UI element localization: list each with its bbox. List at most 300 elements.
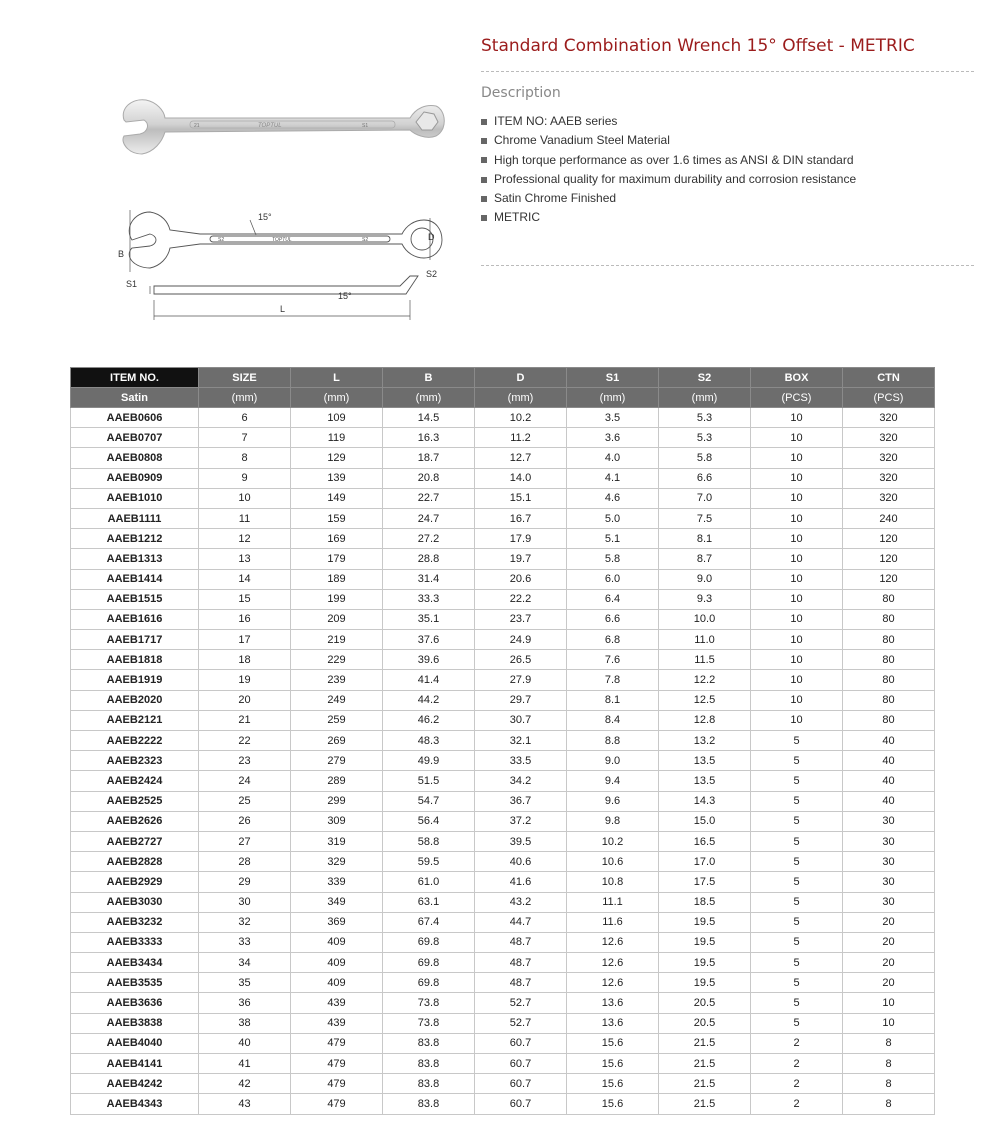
cell-s2: 19.5 (659, 953, 751, 973)
cell-item: AAEB1818 (71, 650, 199, 670)
cell-box: 10 (751, 549, 843, 569)
cell-ctn: 240 (843, 508, 935, 528)
cell-box: 5 (751, 932, 843, 952)
cell-item: AAEB1313 (71, 549, 199, 569)
cell-l: 479 (291, 1054, 383, 1074)
cell-size: 14 (199, 569, 291, 589)
cell-s1: 5.1 (567, 529, 659, 549)
cell-s1: 10.2 (567, 831, 659, 851)
cell-d: 60.7 (475, 1094, 567, 1114)
cell-ctn: 40 (843, 791, 935, 811)
cell-s2: 13.2 (659, 731, 751, 751)
header-size: SIZE (199, 368, 291, 388)
cell-size: 26 (199, 811, 291, 831)
table-row (71, 549, 935, 569)
cell-ctn: 40 (843, 771, 935, 791)
cell-d: 17.9 (475, 529, 567, 549)
cell-d: 30.7 (475, 710, 567, 730)
cell-d: 41.6 (475, 872, 567, 892)
cell-s1: 12.6 (567, 973, 659, 993)
cell-d: 14.0 (475, 468, 567, 488)
subheader-unit: (mm) (475, 388, 567, 408)
cell-box: 2 (751, 1094, 843, 1114)
cell-b: 69.8 (383, 973, 475, 993)
cell-s2: 20.5 (659, 1013, 751, 1033)
cell-item: AAEB1515 (71, 589, 199, 609)
cell-item: AAEB2323 (71, 751, 199, 771)
cell-s1: 6.0 (567, 569, 659, 589)
table-row (71, 1074, 935, 1094)
cell-ctn: 40 (843, 731, 935, 751)
cell-l: 319 (291, 831, 383, 851)
cell-size: 24 (199, 771, 291, 791)
table-row (71, 912, 935, 932)
cell-s1: 5.8 (567, 549, 659, 569)
cell-l: 149 (291, 488, 383, 508)
description-heading: Description (481, 85, 561, 101)
cell-ctn: 80 (843, 630, 935, 650)
cell-s2: 8.1 (659, 529, 751, 549)
cell-s2: 5.3 (659, 408, 751, 428)
cell-ctn: 320 (843, 468, 935, 488)
cell-size: 17 (199, 630, 291, 650)
cell-ctn: 30 (843, 872, 935, 892)
cell-s1: 15.6 (567, 1094, 659, 1114)
description-item: Professional quality for maximum durability and corrosion resistance (481, 170, 856, 189)
header-ctn: CTN (843, 368, 935, 388)
cell-d: 20.6 (475, 569, 567, 589)
table-row (71, 831, 935, 851)
cell-l: 409 (291, 953, 383, 973)
cell-ctn: 30 (843, 831, 935, 851)
cell-ctn: 80 (843, 589, 935, 609)
cell-l: 189 (291, 569, 383, 589)
cell-l: 269 (291, 731, 383, 751)
subheader-finish: Satin (71, 388, 199, 408)
cell-item: AAEB1111 (71, 508, 199, 528)
table-row (71, 589, 935, 609)
cell-l: 279 (291, 751, 383, 771)
cell-ctn: 80 (843, 609, 935, 629)
table-row (71, 1054, 935, 1074)
cell-d: 40.6 (475, 852, 567, 872)
table-row (71, 892, 935, 912)
cell-s2: 14.3 (659, 791, 751, 811)
title-divider (481, 71, 974, 72)
cell-size: 42 (199, 1074, 291, 1094)
cell-s2: 11.0 (659, 630, 751, 650)
cell-b: 27.2 (383, 529, 475, 549)
cell-b: 83.8 (383, 1074, 475, 1094)
cell-item: AAEB1919 (71, 670, 199, 690)
cell-s1: 13.6 (567, 1013, 659, 1033)
cell-l: 439 (291, 1013, 383, 1033)
table-row (71, 771, 935, 791)
cell-box: 10 (751, 408, 843, 428)
cell-d: 52.7 (475, 1013, 567, 1033)
cell-b: 33.3 (383, 589, 475, 609)
cell-s2: 21.5 (659, 1033, 751, 1053)
diagram-label-b: B (118, 249, 125, 259)
cell-b: 69.8 (383, 953, 475, 973)
cell-item: AAEB2828 (71, 852, 199, 872)
cell-l: 169 (291, 529, 383, 549)
cell-s2: 13.5 (659, 751, 751, 771)
cell-size: 13 (199, 549, 291, 569)
cell-ctn: 80 (843, 650, 935, 670)
cell-s2: 17.5 (659, 872, 751, 892)
cell-b: 31.4 (383, 569, 475, 589)
cell-d: 33.5 (475, 751, 567, 771)
table-row (71, 1033, 935, 1053)
diagram-label-s2: S2 (426, 269, 438, 279)
cell-d: 19.7 (475, 549, 567, 569)
cell-ctn: 20 (843, 932, 935, 952)
cell-box: 5 (751, 852, 843, 872)
cell-item: AAEB2121 (71, 710, 199, 730)
cell-l: 199 (291, 589, 383, 609)
table-row (71, 569, 935, 589)
cell-item: AAEB4242 (71, 1074, 199, 1094)
cell-d: 16.7 (475, 508, 567, 528)
cell-ctn: 10 (843, 993, 935, 1013)
table-units-row (71, 388, 935, 408)
cell-d: 48.7 (475, 973, 567, 993)
diagram-angle-top: 15° (258, 212, 272, 222)
cell-item: AAEB2525 (71, 791, 199, 811)
cell-s2: 12.2 (659, 670, 751, 690)
cell-box: 10 (751, 670, 843, 690)
table-row (71, 1013, 935, 1033)
table-header-row (71, 368, 935, 388)
cell-d: 23.7 (475, 609, 567, 629)
table-row (71, 791, 935, 811)
cell-box: 5 (751, 993, 843, 1013)
cell-box: 5 (751, 1013, 843, 1033)
cell-box: 2 (751, 1074, 843, 1094)
cell-box: 5 (751, 811, 843, 831)
cell-size: 22 (199, 731, 291, 751)
cell-s1: 8.8 (567, 731, 659, 751)
cell-ctn: 320 (843, 408, 935, 428)
cell-s1: 9.6 (567, 791, 659, 811)
diagram-brand: TOPTUL (272, 237, 292, 243)
cell-item: AAEB3232 (71, 912, 199, 932)
cell-item: AAEB2222 (71, 731, 199, 751)
cell-d: 39.5 (475, 831, 567, 851)
cell-s2: 17.0 (659, 852, 751, 872)
cell-item: AAEB4343 (71, 1094, 199, 1114)
cell-box: 10 (751, 609, 843, 629)
table-row (71, 872, 935, 892)
cell-s1: 3.6 (567, 428, 659, 448)
cell-b: 73.8 (383, 1013, 475, 1033)
cell-size: 20 (199, 690, 291, 710)
cell-s2: 8.7 (659, 549, 751, 569)
table-row (71, 852, 935, 872)
cell-ctn: 20 (843, 953, 935, 973)
table-body (71, 408, 935, 1115)
cell-s1: 13.6 (567, 993, 659, 1013)
cell-s1: 11.1 (567, 892, 659, 912)
table-row (71, 408, 935, 428)
product-image (110, 90, 450, 330)
cell-box: 5 (751, 872, 843, 892)
cell-b: 54.7 (383, 791, 475, 811)
cell-s2: 13.5 (659, 771, 751, 791)
cell-item: AAEB0808 (71, 448, 199, 468)
cell-size: 40 (199, 1033, 291, 1053)
cell-s1: 15.6 (567, 1054, 659, 1074)
cell-size: 6 (199, 408, 291, 428)
cell-l: 239 (291, 670, 383, 690)
cell-s1: 11.6 (567, 912, 659, 932)
cell-d: 60.7 (475, 1033, 567, 1053)
cell-box: 10 (751, 589, 843, 609)
cell-l: 439 (291, 993, 383, 1013)
cell-s2: 9.0 (659, 569, 751, 589)
cell-size: 7 (199, 428, 291, 448)
cell-l: 369 (291, 912, 383, 932)
cell-d: 27.9 (475, 670, 567, 690)
cell-s1: 9.0 (567, 751, 659, 771)
cell-box: 10 (751, 508, 843, 528)
cell-s2: 18.5 (659, 892, 751, 912)
cell-item: AAEB2020 (71, 690, 199, 710)
cell-box: 5 (751, 731, 843, 751)
cell-s1: 12.6 (567, 932, 659, 952)
cell-s1: 9.4 (567, 771, 659, 791)
cell-ctn: 10 (843, 1013, 935, 1033)
diagram-label-d: D (428, 232, 435, 242)
table-row (71, 448, 935, 468)
cell-l: 289 (291, 771, 383, 791)
cell-ctn: 20 (843, 912, 935, 932)
table-row (71, 953, 935, 973)
subheader-unit: (mm) (383, 388, 475, 408)
cell-item: AAEB3030 (71, 892, 199, 912)
cell-s1: 3.5 (567, 408, 659, 428)
cell-s1: 4.6 (567, 488, 659, 508)
bullet-icon (481, 177, 487, 183)
cell-b: 14.5 (383, 408, 475, 428)
cell-s1: 15.6 (567, 1074, 659, 1094)
cell-ctn: 8 (843, 1054, 935, 1074)
description-divider (481, 265, 974, 266)
cell-b: 73.8 (383, 993, 475, 1013)
cell-box: 5 (751, 912, 843, 932)
cell-s1: 10.8 (567, 872, 659, 892)
cell-d: 22.2 (475, 589, 567, 609)
cell-size: 9 (199, 468, 291, 488)
cell-d: 11.2 (475, 428, 567, 448)
cell-ctn: 8 (843, 1094, 935, 1114)
diagram-mark-right: S2 (362, 237, 369, 243)
table-row (71, 488, 935, 508)
subheader-unit: (PCS) (843, 388, 935, 408)
cell-s1: 6.8 (567, 630, 659, 650)
description-item: High torque performance as over 1.6 times as ANSI & DIN standard (481, 151, 856, 170)
cell-b: 51.5 (383, 771, 475, 791)
cell-size: 35 (199, 973, 291, 993)
cell-s1: 9.8 (567, 811, 659, 831)
cell-item: AAEB3636 (71, 993, 199, 1013)
cell-box: 10 (751, 448, 843, 468)
cell-size: 30 (199, 892, 291, 912)
cell-item: AAEB0606 (71, 408, 199, 428)
cell-size: 29 (199, 872, 291, 892)
bullet-icon (481, 119, 487, 125)
table-row (71, 670, 935, 690)
cell-item: AAEB3535 (71, 973, 199, 993)
wrench-photo (123, 100, 444, 154)
cell-size: 23 (199, 751, 291, 771)
cell-item: AAEB2727 (71, 831, 199, 851)
cell-size: 18 (199, 650, 291, 670)
cell-item: AAEB3838 (71, 1013, 199, 1033)
cell-l: 249 (291, 690, 383, 710)
cell-d: 48.7 (475, 953, 567, 973)
subheader-unit: (mm) (659, 388, 751, 408)
cell-b: 18.7 (383, 448, 475, 468)
cell-l: 349 (291, 892, 383, 912)
cell-size: 27 (199, 831, 291, 851)
cell-s1: 7.8 (567, 670, 659, 690)
cell-b: 59.5 (383, 852, 475, 872)
cell-d: 24.9 (475, 630, 567, 650)
cell-b: 69.8 (383, 932, 475, 952)
cell-box: 10 (751, 710, 843, 730)
cell-item: AAEB0909 (71, 468, 199, 488)
cell-ctn: 120 (843, 529, 935, 549)
diagram-label-l: L (280, 304, 286, 314)
cell-d: 34.2 (475, 771, 567, 791)
table-row (71, 751, 935, 771)
cell-d: 60.7 (475, 1054, 567, 1074)
table-row (71, 973, 935, 993)
cell-s2: 7.0 (659, 488, 751, 508)
cell-size: 8 (199, 448, 291, 468)
cell-l: 329 (291, 852, 383, 872)
cell-l: 309 (291, 811, 383, 831)
diagram-label-s1: S1 (126, 279, 138, 289)
wrench-diagram (129, 210, 442, 320)
description-item: Chrome Vanadium Steel Material (481, 131, 856, 150)
table-row (71, 468, 935, 488)
wrench-photo-size-mark: 21 (194, 123, 200, 129)
cell-size: 28 (199, 852, 291, 872)
header-b: B (383, 368, 475, 388)
cell-b: 41.4 (383, 670, 475, 690)
cell-item: AAEB0707 (71, 428, 199, 448)
cell-b: 37.6 (383, 630, 475, 650)
cell-s2: 12.5 (659, 690, 751, 710)
cell-ctn: 20 (843, 973, 935, 993)
header-s1: S1 (567, 368, 659, 388)
cell-box: 10 (751, 630, 843, 650)
cell-ctn: 320 (843, 428, 935, 448)
cell-d: 37.2 (475, 811, 567, 831)
cell-size: 36 (199, 993, 291, 1013)
cell-ctn: 80 (843, 690, 935, 710)
description-item: METRIC (481, 208, 856, 227)
cell-item: AAEB1414 (71, 569, 199, 589)
cell-d: 43.2 (475, 892, 567, 912)
cell-s2: 19.5 (659, 912, 751, 932)
cell-box: 10 (751, 569, 843, 589)
cell-size: 32 (199, 912, 291, 932)
cell-b: 35.1 (383, 609, 475, 629)
cell-s2: 5.3 (659, 428, 751, 448)
cell-l: 479 (291, 1074, 383, 1094)
cell-l: 129 (291, 448, 383, 468)
cell-ctn: 120 (843, 569, 935, 589)
subheader-unit: (PCS) (751, 388, 843, 408)
cell-size: 43 (199, 1094, 291, 1114)
table-row (71, 993, 935, 1013)
cell-size: 19 (199, 670, 291, 690)
cell-s1: 8.4 (567, 710, 659, 730)
table-row (71, 529, 935, 549)
table-row (71, 811, 935, 831)
table-row (71, 731, 935, 751)
cell-ctn: 30 (843, 852, 935, 872)
cell-ctn: 40 (843, 751, 935, 771)
cell-item: AAEB1212 (71, 529, 199, 549)
cell-s2: 19.5 (659, 932, 751, 952)
cell-d: 60.7 (475, 1074, 567, 1094)
subheader-unit: (mm) (567, 388, 659, 408)
cell-s2: 16.5 (659, 831, 751, 851)
cell-item: AAEB4040 (71, 1033, 199, 1053)
bullet-icon (481, 215, 487, 221)
cell-l: 409 (291, 973, 383, 993)
cell-l: 139 (291, 468, 383, 488)
cell-box: 10 (751, 650, 843, 670)
cell-b: 83.8 (383, 1033, 475, 1053)
cell-b: 22.7 (383, 488, 475, 508)
cell-size: 41 (199, 1054, 291, 1074)
cell-s2: 21.5 (659, 1074, 751, 1094)
cell-s2: 11.5 (659, 650, 751, 670)
cell-d: 52.7 (475, 993, 567, 1013)
table-row (71, 508, 935, 528)
cell-d: 10.2 (475, 408, 567, 428)
cell-ctn: 8 (843, 1033, 935, 1053)
cell-d: 29.7 (475, 690, 567, 710)
cell-s2: 21.5 (659, 1054, 751, 1074)
cell-l: 179 (291, 549, 383, 569)
cell-l: 479 (291, 1033, 383, 1053)
cell-l: 109 (291, 408, 383, 428)
cell-size: 25 (199, 791, 291, 811)
cell-size: 11 (199, 508, 291, 528)
cell-s2: 10.0 (659, 609, 751, 629)
cell-d: 48.7 (475, 932, 567, 952)
cell-box: 5 (751, 771, 843, 791)
cell-item: AAEB1010 (71, 488, 199, 508)
table-row (71, 428, 935, 448)
cell-box: 2 (751, 1054, 843, 1074)
cell-b: 56.4 (383, 811, 475, 831)
cell-s1: 8.1 (567, 690, 659, 710)
cell-ctn: 120 (843, 549, 935, 569)
cell-l: 409 (291, 932, 383, 952)
cell-l: 209 (291, 609, 383, 629)
cell-b: 61.0 (383, 872, 475, 892)
cell-box: 5 (751, 831, 843, 851)
diagram-mark-left: S2 (218, 237, 225, 243)
